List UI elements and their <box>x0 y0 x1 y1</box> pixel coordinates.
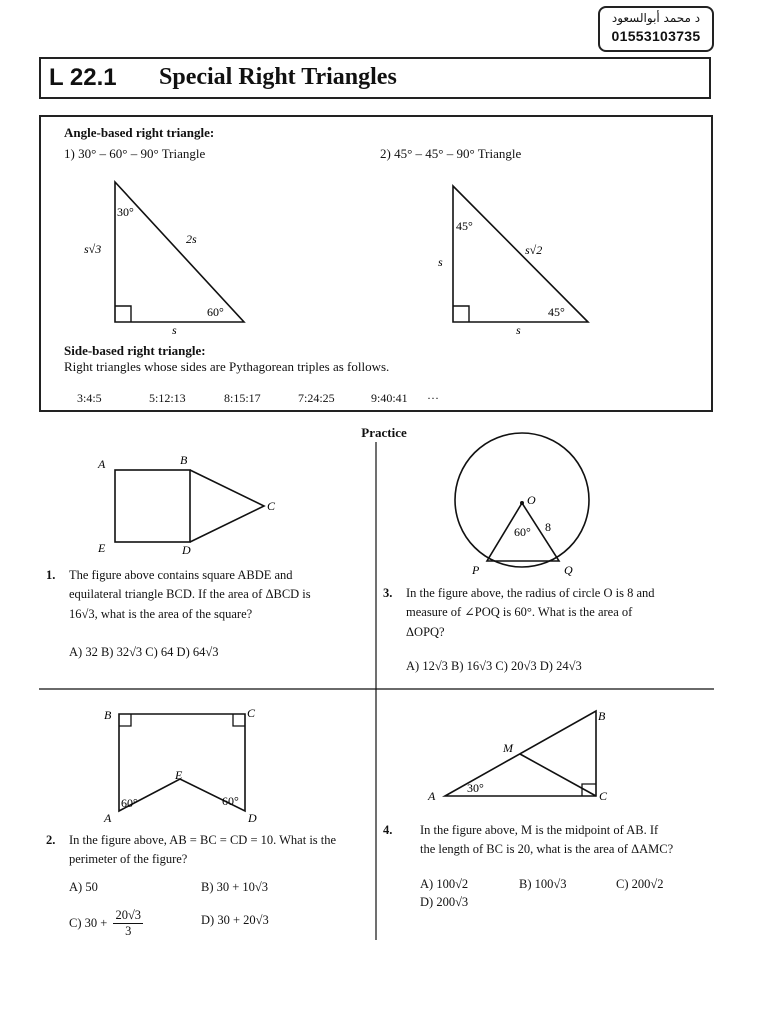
q2-label-D: D <box>248 811 257 825</box>
q1-label-C: C <box>267 499 276 513</box>
triangle-45-45-90 <box>438 186 588 337</box>
q1-label-A: A <box>98 457 106 471</box>
q2-label-C: C <box>247 706 256 720</box>
q2-label-A: A <box>104 811 112 825</box>
triangle-30-60-90 <box>84 182 244 337</box>
q3-label-O: O <box>527 493 536 507</box>
triple-item: 9:40:41 <box>371 391 408 405</box>
q1-figure <box>97 453 276 557</box>
angle-heading: Angle-based right triangle: <box>64 125 215 140</box>
q4-choice-a: A) 100√2 <box>420 877 469 891</box>
q2-line: perimeter of the figure? <box>69 852 188 867</box>
q4-figure <box>427 709 608 803</box>
tri2-leg-v: s <box>438 255 443 269</box>
q2-number: 2. <box>46 833 56 847</box>
q3-line: ΔOPQ? <box>406 624 445 639</box>
q1-line: The figure above contains square ABDE and <box>69 568 293 582</box>
practice-heading: Practice <box>361 425 407 440</box>
q2-angle-right: 60° <box>222 794 239 808</box>
q1-line: 16√3, what is the area of the square? <box>69 606 253 621</box>
q2-text <box>69 831 369 870</box>
q4-choice-c: C) 200√2 <box>616 877 664 891</box>
q2-choice-c <box>69 908 143 939</box>
q3-number: 3. <box>383 586 393 600</box>
q2-choice-c-prefix: C) 30 + <box>69 916 108 930</box>
q4-choice-d: D) 200√3 <box>420 895 469 909</box>
triangle2-label: 2) 45° – 45° – 90° Triangle <box>380 146 522 161</box>
q3-label-Q: Q <box>564 563 573 577</box>
q1-label-D: D <box>182 543 191 557</box>
q2-choice-c-fraction <box>113 908 143 939</box>
q4-line: the length of BC is 20, what is the area of ΔAMC? <box>420 842 674 857</box>
q4-label-M: M <box>503 741 513 755</box>
triple-item: 8:15:17 <box>224 391 261 405</box>
q1-line: equilateral triangle BCD. If the area of ΔBCD is <box>69 587 311 602</box>
tri2-hyp: s√2 <box>525 243 543 257</box>
tri2-leg-h: s <box>516 323 521 337</box>
author-phone: 01553103735 <box>611 28 701 44</box>
tri1-leg-h: s <box>172 323 177 337</box>
fraction-numerator: 20√3 <box>115 908 142 922</box>
q1-number: 1. <box>46 568 56 582</box>
tri1-hyp: 2s <box>186 232 197 246</box>
triangle1-label: 1) 30° – 60° – 90° Triangle <box>64 146 206 161</box>
q1-label-B: B <box>180 453 188 467</box>
tri2-top-angle: 45° <box>456 219 473 233</box>
tri1-leg-v: s√3 <box>84 242 102 256</box>
triples-row <box>0 391 768 407</box>
q3-radius: 8 <box>545 520 551 534</box>
triple-item: ··· <box>427 391 439 405</box>
q2-label-E: E <box>175 768 183 782</box>
fraction-denominator: 3 <box>125 924 132 938</box>
q2-choice-d: D) 30 + 20√3 <box>201 913 269 927</box>
q3-line: In the figure above, the radius of circle O is 8 and <box>406 586 655 600</box>
q1-label-E: E <box>98 541 106 555</box>
tri1-top-angle: 30° <box>117 205 134 219</box>
q2-line: In the figure above, AB = BC = CD = 10. What is the <box>69 833 337 847</box>
q4-label-A: A <box>428 789 436 803</box>
q2-label-B: B <box>104 708 112 722</box>
tri2-bottom-angle: 45° <box>548 305 565 319</box>
q3-label-P: P <box>472 563 480 577</box>
q4-number: 4. <box>383 823 393 837</box>
q4-choice-b: B) 100√3 <box>519 877 567 891</box>
q3-figure <box>455 433 589 577</box>
triple-item: 5:12:13 <box>149 391 186 405</box>
q3-text <box>406 584 706 642</box>
triple-item: 3:4:5 <box>77 391 102 405</box>
q2-figure <box>103 706 257 825</box>
q4-text <box>420 821 712 860</box>
q1-choices: A) 32 B) 32√3 C) 64 D) 64√3 <box>69 645 219 659</box>
author-name: د محمد أبوالسعود <box>611 11 701 25</box>
q4-label-C: C <box>599 789 608 803</box>
q2-angle-left: 60° <box>121 796 138 810</box>
q3-line: measure of ∠POQ is 60°. What is the area of <box>406 605 633 620</box>
q3-choices: A) 12√3 B) 16√3 C) 20√3 D) 24√3 <box>406 659 582 673</box>
tri1-bottom-angle: 60° <box>207 305 224 319</box>
lesson-number: L 22.1 <box>49 64 117 91</box>
q2-choice-b: B) 30 + 10√3 <box>201 880 269 894</box>
q4-label-B: B <box>598 709 606 723</box>
triple-item: 7:24:25 <box>298 391 335 405</box>
q1-text <box>69 566 369 624</box>
side-heading: Side-based right triangle: <box>64 343 206 358</box>
q2-choice-a: A) 50 <box>69 880 98 894</box>
q4-angle: 30° <box>467 781 484 795</box>
q3-angle: 60° <box>514 525 531 539</box>
lesson-title: Special Right Triangles <box>159 64 397 90</box>
q4-line: In the figure above, M is the midpoint of AB. If <box>420 823 659 837</box>
side-description: Right triangles whose sides are Pythagorean triples as follows. <box>64 359 390 374</box>
